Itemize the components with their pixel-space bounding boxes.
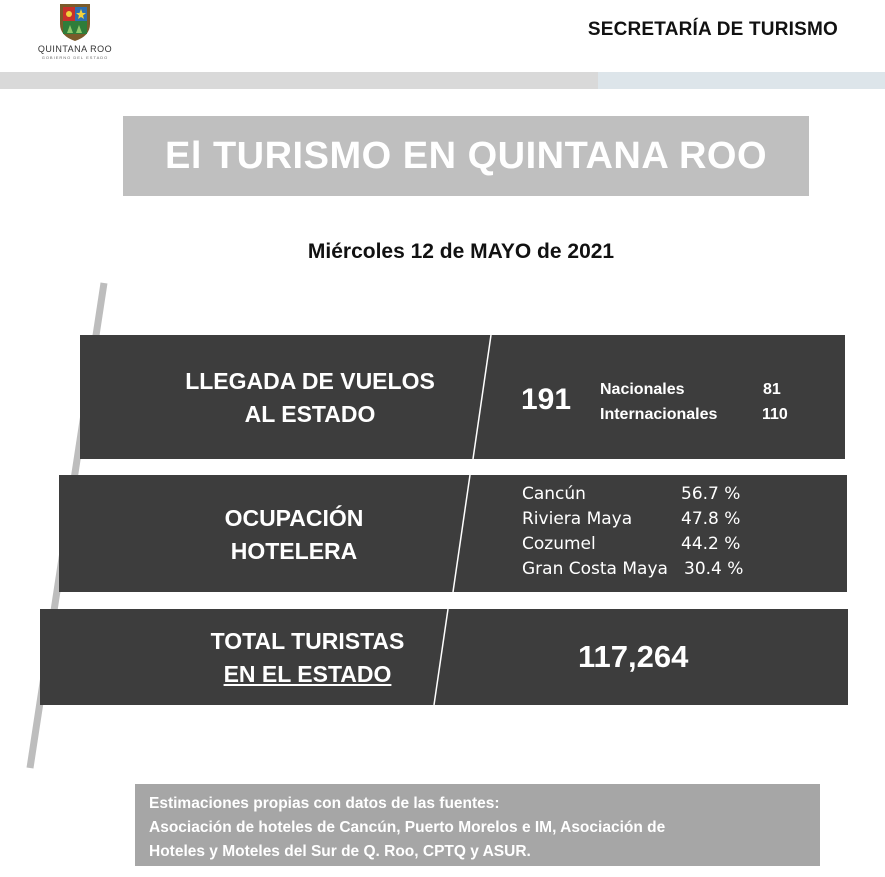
logo-subtext: GOBIERNO DEL ESTADO bbox=[41, 55, 109, 60]
logo-text: QUINTANA ROO bbox=[37, 44, 113, 54]
report-date: Miércoles 12 de MAYO de 2021 bbox=[307, 240, 615, 263]
ocupacion-label-line1: OCUPACIÓN bbox=[224, 505, 364, 531]
occ-name-cozumel: Cozumel bbox=[522, 534, 596, 554]
ocupacion-label bbox=[169, 502, 419, 568]
footer-line-3: Hoteles y Moteles del Sur de Q. Roo, CPTQ y ASUR. bbox=[149, 843, 531, 860]
turistas-label-line1: TOTAL TURISTAS bbox=[210, 628, 405, 654]
turistas-total: 117,264 bbox=[578, 639, 689, 674]
vuelos-label-line2: AL ESTADO bbox=[244, 401, 376, 427]
occ-value-riviera-maya: 47.8 % bbox=[681, 509, 741, 529]
occ-value-cancun: 56.7 % bbox=[681, 484, 741, 504]
ocupacion-panel bbox=[59, 475, 847, 592]
sources-footer bbox=[135, 784, 820, 866]
footer-line-1: Estimaciones propias con datos de las fuentes: bbox=[149, 795, 500, 812]
occ-name-cancun: Cancún bbox=[522, 484, 586, 504]
secretaria-heading: SECRETARÍA DE TURISMO bbox=[587, 19, 838, 40]
nacionales-value: 81 bbox=[763, 381, 781, 398]
vuelos-total: 191 bbox=[521, 383, 572, 416]
nacionales-label: Nacionales bbox=[600, 381, 685, 398]
occ-value-gran-costa-maya: 30.4 % bbox=[684, 559, 744, 579]
turistas-divider bbox=[40, 609, 848, 705]
occ-name-gran-costa-maya: Gran Costa Maya bbox=[522, 559, 668, 579]
vuelos-label-line1: LLEGADA DE VUELOS bbox=[185, 368, 435, 394]
occ-name-riviera-maya: Riviera Maya bbox=[522, 509, 633, 529]
vuelos-panel bbox=[80, 335, 845, 459]
occ-value-cozumel: 44.2 % bbox=[681, 534, 741, 554]
internacionales-label: Internacionales bbox=[600, 406, 718, 423]
turistas-label bbox=[175, 625, 440, 691]
ocupacion-label-line2: HOTELERA bbox=[230, 538, 358, 564]
turistas-label-line2: EN EL ESTADO bbox=[223, 661, 392, 687]
turistas-panel bbox=[40, 609, 848, 705]
page-title: El TURISMO EN QUINTANA ROO bbox=[165, 134, 767, 177]
internacionales-value: 110 bbox=[762, 406, 788, 423]
footer-line-2: Asociación de hoteles de Cancún, Puerto Morelos e IM, Asociación de bbox=[149, 819, 666, 836]
vuelos-label bbox=[180, 365, 440, 431]
